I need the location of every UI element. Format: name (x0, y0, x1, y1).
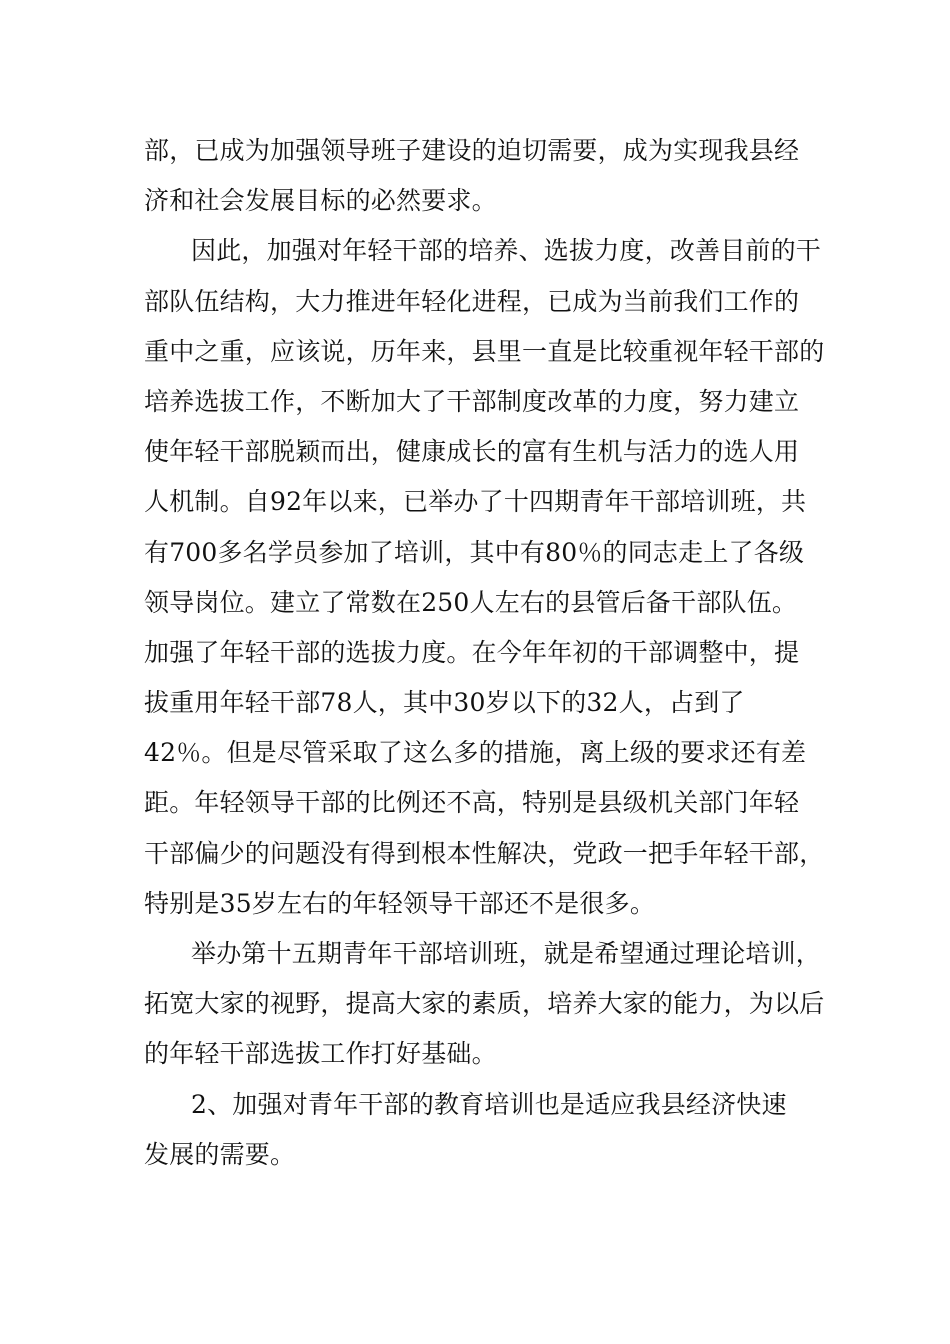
paragraph-start-line: 因此，加强对年轻干部的培养、选拔力度，改善目前的干 (191, 236, 822, 266)
text-line: 部，已成为加强领导班子建设的迫切需要，成为实现我县经 (144, 136, 800, 165)
text-line: 拔重用年轻干部78人，其中30岁以下的32人，占到了 (144, 688, 745, 718)
text-line: 42％。但是尽管采取了这么多的措施，离上级的要求还有差 (144, 738, 807, 768)
text-line: 使年轻干部脱颖而出，健康成长的富有生机与活力的选人用 (144, 437, 800, 467)
text-line: 干部偏少的问题没有得到根本性解决，党政一把手年轻干部， (144, 838, 825, 868)
text-line: 重中之重，应该说，历年来，县里一直是比较重视年轻干部的 (144, 336, 825, 366)
paragraph-start-line: 2、加强对青年干部的教育培训也是适应我县经济快速 (191, 1089, 787, 1119)
text-line: 拓宽大家的视野，提高大家的素质，培养大家的能力，为以后 (144, 989, 825, 1019)
text-line: 距。年轻领导干部的比例还不高，特别是县级机关部门年轻 (144, 788, 800, 818)
text-line: 加强了年轻干部的选拔力度。在今年年初的干部调整中，提 (144, 637, 800, 667)
text-line: 人机制。自92年以来，已举办了十四期青年干部培训班，共 (144, 487, 807, 517)
text-line: 发展的需要。 (144, 1139, 296, 1169)
text-line: 济和社会发展目标的必然要求。 (144, 186, 497, 216)
text-line: 特别是35岁左右的年轻领导干部还不是很多。 (144, 888, 656, 918)
text-line: 部队伍结构，大力推进年轻化进程，已成为当前我们工作的 (144, 286, 800, 316)
body-text (144, 126, 834, 1180)
text-line: 的年轻干部选拔工作打好基础。 (144, 1039, 497, 1069)
text-line: 有700多名学员参加了培训，其中有80％的同志走上了各级 (144, 537, 805, 567)
paragraph-start-line: 举办第十五期青年干部培训班，就是希望通过理论培训， (191, 939, 822, 968)
text-line: 领导岗位。建立了常数在250人左右的县管后备干部队伍。 (144, 587, 798, 617)
text-line: 培养选拔工作，不断加大了干部制度改革的力度，努力建立 (144, 386, 800, 416)
